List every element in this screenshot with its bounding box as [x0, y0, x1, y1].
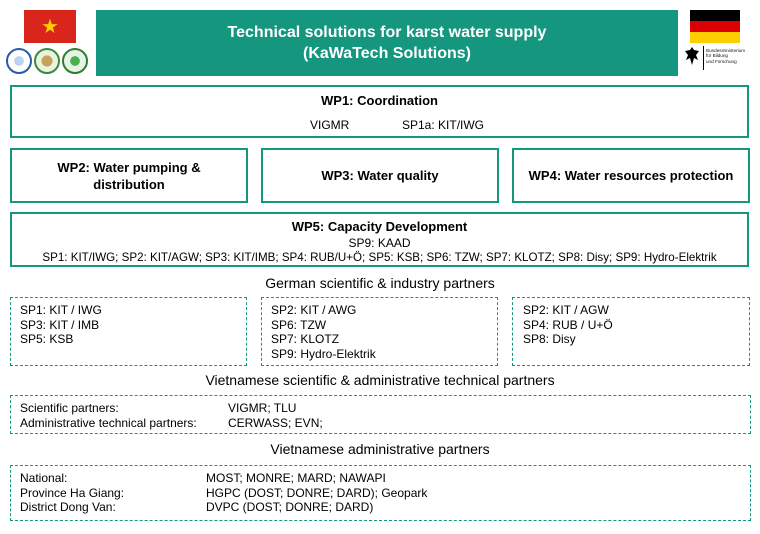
- bmbf-logo: [684, 46, 754, 80]
- bmbf-text-2: für Bildung: [706, 53, 728, 59]
- university-logo-icon: [34, 48, 60, 74]
- agency-logo-icon: [62, 48, 88, 74]
- wp3-box: [261, 148, 499, 203]
- wp5-partner-list: SP1: KIT/IWG; SP2: KIT/AGW; SP3: KIT/IMB; SP4: RUB/U+Ö; SP5: KSB; SP6: TZW; SP7: KLOTZ; SP8: Disy; SP9: Hydro-Elektrik: [42, 251, 717, 264]
- table-row: [20, 500, 750, 515]
- table-row: [20, 401, 750, 416]
- row-label: National:: [20, 471, 68, 485]
- wp3-title: WP3: Water quality: [321, 168, 439, 183]
- star-icon: [42, 19, 58, 35]
- germany-flag-icon: [690, 10, 740, 43]
- bmbf-text-1: Bundesministerium: [706, 48, 746, 53]
- row-label: Province Ha Giang:: [20, 485, 125, 500]
- wp1-box: [10, 85, 749, 138]
- row-value: MOST; MONRE; MARD; NAWAPI: [206, 471, 386, 485]
- vietnam-flag-icon: [24, 10, 76, 43]
- list-item: SP7: KLOTZ: [271, 332, 340, 346]
- institute-logo-icon: [6, 48, 32, 74]
- page-title: [96, 10, 678, 76]
- wp1-partner-sp1a: SP1a: KIT/IWG: [402, 118, 485, 132]
- wp5-title: WP5: Capacity Development: [291, 219, 468, 234]
- table-row: [20, 486, 750, 501]
- row-label: Administrative technical partners:: [20, 415, 197, 430]
- wp2-box: [10, 148, 248, 203]
- german-group-2: [261, 297, 498, 366]
- vn-scientific-box: [10, 395, 751, 434]
- partner-logos: [6, 46, 92, 76]
- wp1-title: WP1: Coordination: [321, 93, 438, 108]
- title-line-2: (KaWaTech Solutions): [303, 45, 471, 62]
- list-item: SP9: Hydro-Elektrik: [271, 346, 376, 361]
- row-value: CERWASS; EVN;: [228, 415, 323, 430]
- row-label: District Dong Van:: [20, 500, 116, 514]
- row-label: Scientific partners:: [20, 401, 119, 415]
- wp4-box: [512, 148, 750, 203]
- list-item: SP4: RUB / U+Ö: [523, 317, 613, 332]
- list-item: SP6: TZW: [271, 317, 327, 332]
- german-group-3: [512, 297, 750, 366]
- german-group-1: [10, 297, 247, 366]
- list-item: SP5: KSB: [20, 332, 74, 346]
- wp2-title-line-2: distribution: [93, 176, 165, 192]
- list-item: SP2: KIT / AWG: [271, 303, 357, 317]
- eagle-icon: [684, 46, 700, 66]
- list-item: SP1: KIT / IWG: [20, 303, 102, 317]
- vn-scientific-heading: Vietnamese scientific & administrative technical partners: [205, 372, 555, 388]
- list-item: SP2: KIT / AGW: [523, 303, 609, 317]
- wp5-subtitle: SP9: KAAD: [348, 236, 411, 250]
- bmbf-text-3: und Forschung: [706, 58, 737, 64]
- list-item: SP3: KIT / IMB: [20, 317, 100, 332]
- wp2-title-line-1: WP2: Water pumping &: [57, 159, 201, 175]
- list-item: SP8: Disy: [523, 332, 576, 346]
- row-value: HGPC (DOST; DONRE; DARD); Geopark: [206, 485, 428, 500]
- german-partners-heading: German scientific & industry partners: [265, 275, 495, 291]
- row-value: DVPC (DOST; DONRE; DARD): [206, 500, 374, 514]
- row-value: VIGMR; TLU: [228, 401, 297, 415]
- vn-admin-heading: Vietnamese administrative partners: [270, 441, 490, 457]
- table-row: [20, 471, 750, 486]
- table-row: [20, 416, 750, 431]
- vn-admin-box: [10, 465, 751, 521]
- title-line-1: Technical solutions for karst water supply: [227, 24, 547, 41]
- wp5-box: [10, 212, 749, 267]
- wp4-title: WP4: Water resources protection: [528, 168, 734, 183]
- wp1-partner-vigmr: VIGMR: [310, 118, 350, 132]
